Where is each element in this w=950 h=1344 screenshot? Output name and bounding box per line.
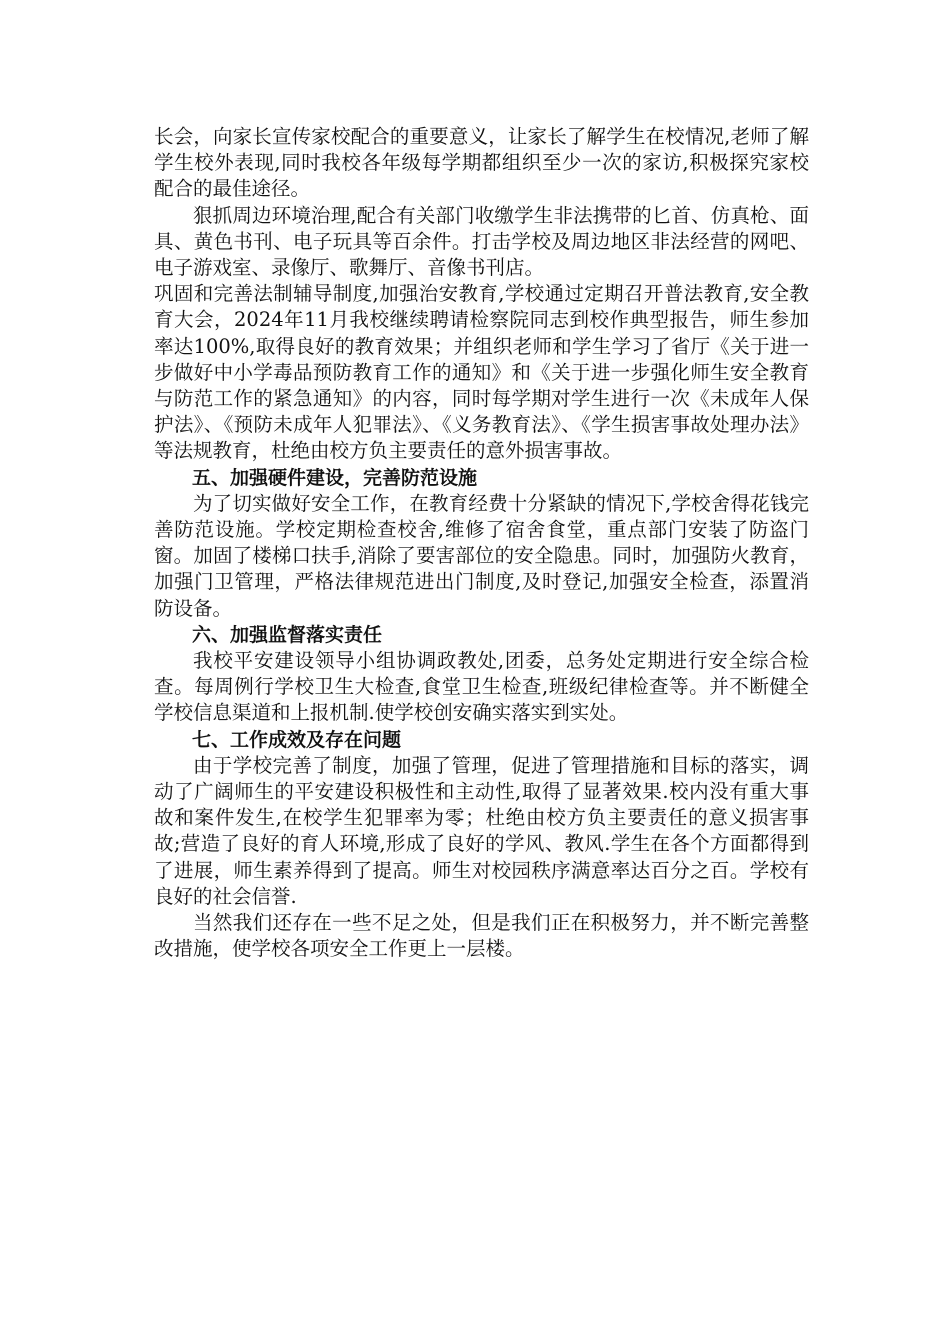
paragraph-legal-education: 巩固和完善法制辅导制度,加强治安教育,学校通过定期召开普法教育,安全教育大会，2024年11月我校继续聘请检察院同志到校作典型报告，师生参加率达100%,取得良好的教育效果；并组织老师和学生学习了省厅《关于进一步做好中小学毒品预防教育工作的通知》和《关于进一步强化师生安全教育与防范工作的紧急通知》的内容，同时每学期对学生进行一次《未成年人保护法》、《预防未成年人犯罪法》、《义务教育法》、《学生损害事故处理办法》等法规教育，杜绝由校方负主要责任的意外损害事故。 [154, 282, 809, 463]
paragraph-results: 由于学校完善了制度，加强了管理，促进了管理措施和目标的落实，调动了广阔师生的平安建设积极性和主动性,取得了显著效果.校内没有重大事故和案件发生,在校学生犯罪率为零；杜绝由校方负主要责任的意义损害事故;营造了良好的育人环境,形成了良好的学风、教风.学生在各个方面都得到了进展，师生素养得到了提高。师生对校园秩序满意率达百分之百。学校有良好的社会信誉. [154, 753, 809, 908]
paragraph-supervision: 我校平安建设领导小组协调政教处,团委，总务处定期进行安全综合检查。每周例行学校卫生大检查,食堂卫生检查,班级纪律检查等。并不断健全学校信息渠道和上报机制.使学校创安确实落实到实处。 [154, 649, 809, 725]
section-heading-results: 七、工作成效及存在问题 [192, 728, 402, 751]
paragraph-parent-meeting-continued: 长会，向家长宣传家校配合的重要意义，让家长了解学生在校情况,老师了解学生校外表现,同时我校各年级每学期都组织至少一次的家访,积极探究家校配合的最佳途径。 [154, 125, 809, 201]
paragraph-hardware-facilities: 为了切实做好安全工作，在教育经费十分紧缺的情况下,学校舍得花钱完善防范设施。学校定期检查校舍,维修了宿舍食堂，重点部门安装了防盗门窗。加固了楼梯口扶手,消除了要害部位的安全隐患。同时，加强防火教育，加强门卫管理，严格法律规范进出门制度,及时登记,加强安全检查，添置消防设备。 [154, 491, 809, 620]
paragraph-environment-governance: 狠抓周边环境治理,配合有关部门收缴学生非法携带的匕首、仿真枪、面具、黄色书刊、电子玩具等百余件。打击学校及周边地区非法经营的网吧、电子游戏室、录像厅、歌舞厅、音像书刊店。 [154, 203, 809, 280]
paragraph-shortcomings: 当然我们还存在一些不足之处，但是我们正在积极努力，并不断完善整改措施，使学校各项安全工作更上一层楼。 [154, 911, 809, 961]
document-body [154, 124, 809, 963]
section-heading-hardware: 五、加强硬件建设，完善防范设施 [192, 466, 478, 489]
section-heading-supervision: 六、加强监督落实责任 [192, 623, 383, 646]
